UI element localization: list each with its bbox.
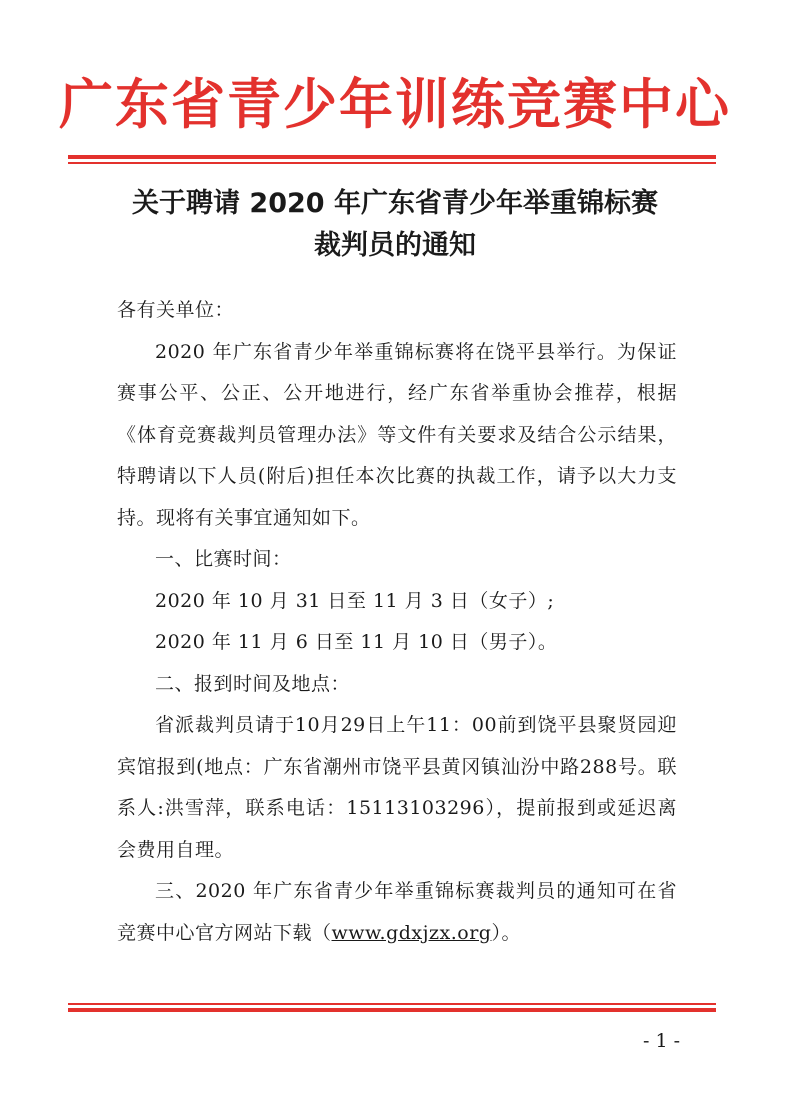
footer-rule-thin [68,1003,716,1005]
section-1-line-1: 2020 年 10 月 31 日至 11 月 3 日（女子）; [155,589,555,612]
title-line-2: 裁判员的通知 [314,230,476,261]
section-3-paragraph [117,871,677,954]
section-1-line-2: 2020 年 11 月 6 日至 11 月 10 日（男子）。 [155,631,558,653]
footer-rule-thick [68,1008,716,1012]
header-rule-thin [68,162,716,164]
website-link[interactable]: www.gdxjzx.org [331,921,492,944]
section-1-heading: 一、比赛时间： [155,548,292,570]
header-red-rule [68,155,716,164]
document-body [117,290,677,954]
section-2-heading: 二、报到时间及地点： [155,672,351,695]
section-3-prefix: 三、2020 年广东省青少年举重锦标赛裁判员的通知可在省竞赛中心官方网站下载（ [117,880,677,944]
section-2-body: 省派裁判员请于10月29日上午11：00前到饶平县聚贤园迎宾馆报到(地点：广东省潮州市饶平县黄冈镇汕汾中路288号。联系人:洪雪萍，联系电话：15113103296），提前报到或延迟离会费用自理。 [117,714,677,861]
section-3-suffix: ）。 [491,921,521,944]
page-number: - 1 - [642,1030,680,1052]
salutation: 各有关单位： [117,299,235,321]
title-line-1: 关于聘请 2020 年广东省青少年举重锦标赛 [132,188,658,219]
header-rule-thick [68,155,716,159]
masthead-title: 广东省青少年训练竞赛中心 [59,73,731,136]
footer-red-rule [68,1003,716,1012]
document-title [90,183,700,267]
intro-paragraph: 2020 年广东省青少年举重锦标赛将在饶平县举行。为保证赛事公平、公正、公开地进行，经广东省举重协会推荐，根据《体育竞赛裁判员管理办法》等文件有关要求及结合公示结果，特聘请以下人员(附后)担任本次比赛的执裁工作，请予以大力支持。现将有关事宜通知如下。 [117,340,677,529]
